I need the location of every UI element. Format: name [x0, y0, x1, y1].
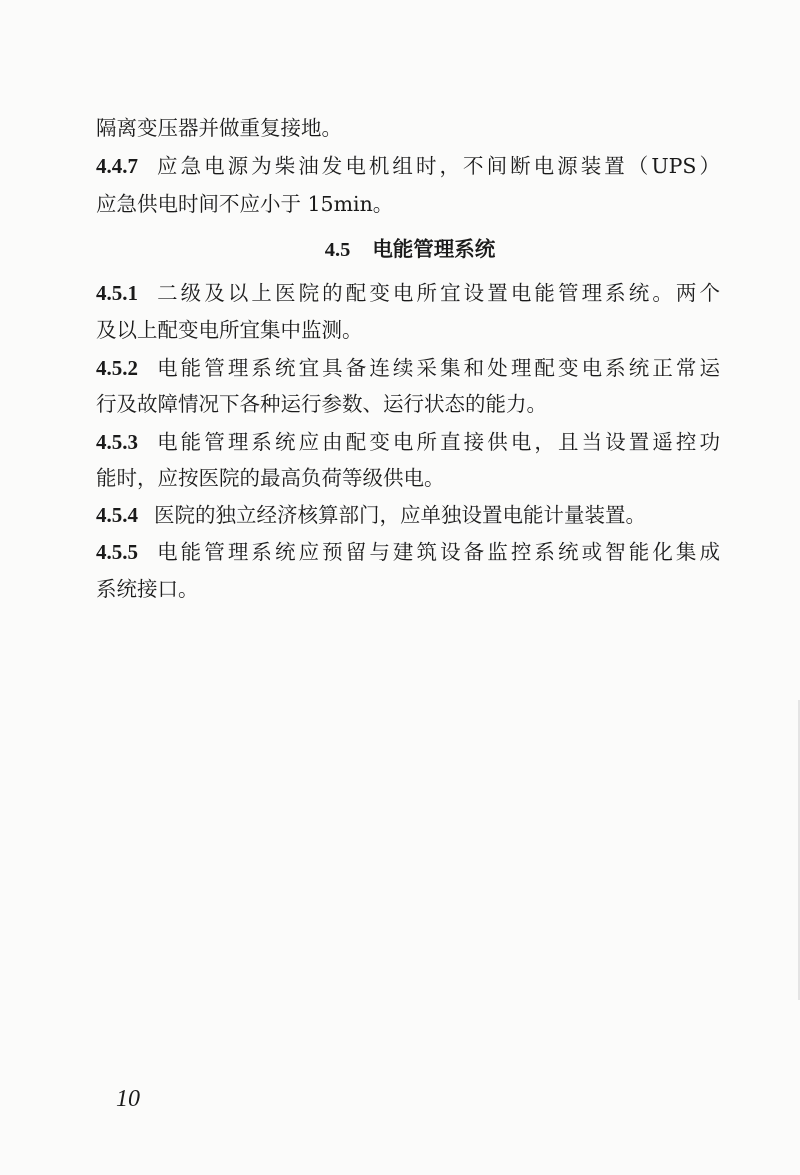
clause-text-continued: 及以上配变电所宜集中监测。 [96, 318, 363, 342]
clause-number: 4.4.7 [96, 154, 138, 178]
text-line: 应急供电时间不应小于 15min。 [96, 192, 394, 216]
clause-4-5-3 [96, 430, 720, 454]
text-line: 隔离变压器并做重复接地。 [96, 116, 342, 140]
clause-number: 4.5.2 [96, 356, 138, 380]
clause-number: 4.5.5 [96, 540, 138, 564]
clause-4-5-1 [96, 281, 720, 305]
clause-4-5-2 [96, 356, 720, 380]
clause-4-5-5 [96, 540, 720, 564]
clause-text-continued: 能时，应按医院的最高负荷等级供电。 [96, 466, 445, 490]
clause-text: 电能管理系统应由配变电所直接供电，且当设置遥控功 [154, 430, 720, 454]
section-title: 电能管理系统 [372, 237, 496, 261]
clause-text: 电能管理系统应预留与建筑设备监控系统或智能化集成 [154, 540, 720, 564]
clause-text: 电能管理系统宜具备连续采集和处理配变电系统正常运 [154, 356, 720, 380]
page-number: 10 [116, 1086, 140, 1112]
clause-text-continued: 系统接口。 [96, 577, 199, 601]
clause-4-4-7 [96, 154, 720, 178]
section-heading [0, 232, 800, 262]
clause-number: 4.5.4 [96, 503, 138, 527]
clause-text: 二级及以上医院的配变电所宜设置电能管理系统。两个 [154, 281, 720, 305]
clause-4-5-4 [96, 503, 720, 527]
clause-text: 应急电源为柴油发电机组时，不间断电源装置（UPS） [154, 154, 720, 178]
clause-text: 医院的独立经济核算部门，应单独设置电能计量装置。 [154, 503, 646, 527]
clause-number: 4.5.3 [96, 430, 138, 454]
clause-number: 4.5.1 [96, 281, 138, 305]
clause-text-continued: 行及故障情况下各种运行参数、运行状态的能力。 [96, 392, 547, 416]
section-number: 4.5 [324, 239, 351, 261]
